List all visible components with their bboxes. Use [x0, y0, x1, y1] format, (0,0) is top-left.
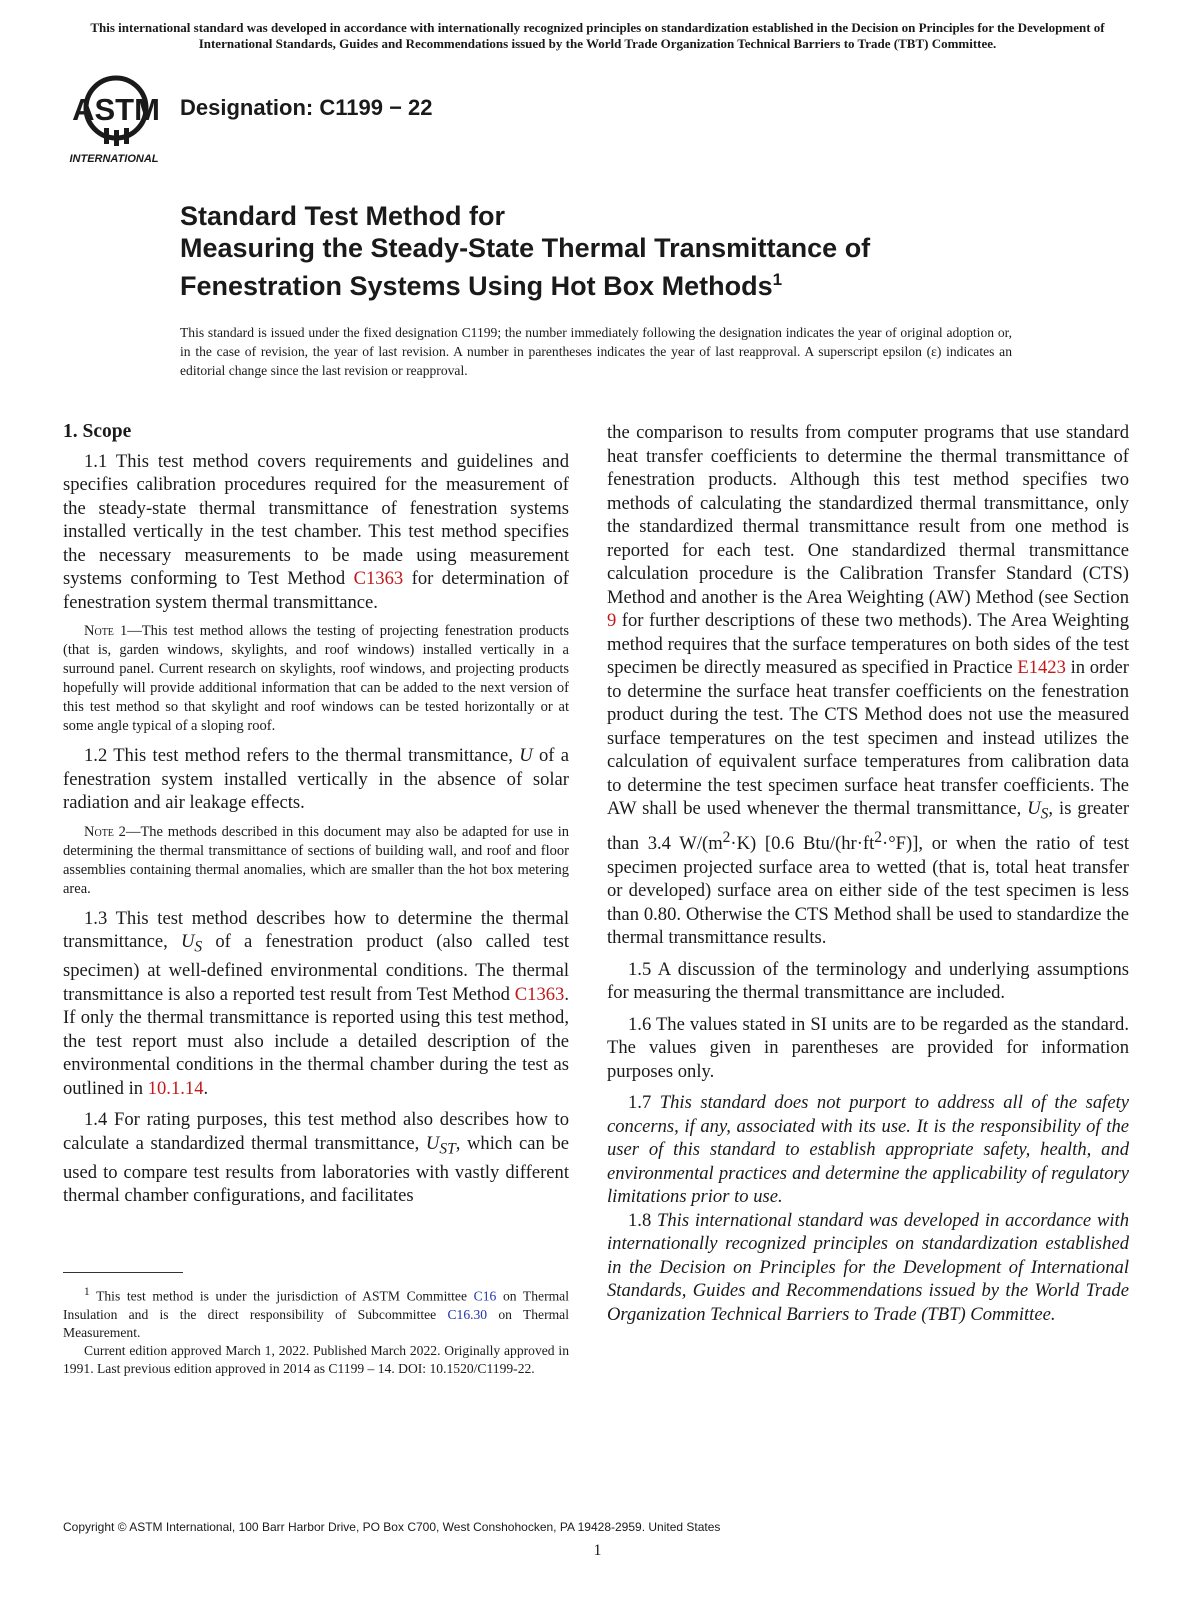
link-c16-30[interactable]: C16.30 [447, 1306, 488, 1322]
link-c16[interactable]: C16 [473, 1288, 497, 1304]
link-section-9[interactable]: 9 [607, 610, 617, 631]
paragraph-1-5: 1.5 A discussion of the terminology and underlying assumptions for measuring the thermal transmittance are included. [607, 958, 1129, 1004]
astm-logo-mark [64, 70, 168, 166]
paragraph-1-6: 1.6 The values stated in SI units are to be regarded as the standard. The values given in parentheses are provided for information purposes only. [607, 1013, 1129, 1082]
link-e1423[interactable]: E1423 [1017, 657, 1066, 678]
title-line-2: Measuring the Steady-State Thermal Transmittance of [180, 233, 871, 263]
page-number: 1 [593, 1542, 602, 1559]
footnotes [63, 1283, 569, 1378]
wto-notice: This international standard was developed in accordance with internationally recognized principles on standardization established in the Decision on Principles for the Development of International Standards, Guides and Recommendations issued by the World Trade Organization Technical Barriers to Trade (TBT) Committee. [90, 20, 1105, 51]
logo-text: ASTM [72, 92, 160, 127]
footnote-1: $^1$ This test method is under the jurisdiction of ASTM Committee C16 on Thermal Insulation and is the direct responsibility of Subcommittee C16.30 on Thermal Measurement. [63, 1286, 569, 1340]
note-1: Note 1—This test method allows the testing of projecting fenestration products (that is, garden windows, skylights, and roof windows) installed vertically in a surround panel. Current research on skylights, roof windows, and projecting products hopefully will provide additional information that can be added to the next version of this test method so that skylight and roof windows can be tested horizontally or at some angle typical of a sloping roof. [63, 623, 569, 734]
issued-note: This standard is issued under the fixed designation C1199; the number immediately following the designation indicates the year of original adoption or, in the case of revision, the year of last revision. A number in parentheses indicates the year of last reapproval. A superscript epsilon (ε) indicates an editorial change since the last revision or reapproval. [180, 325, 1012, 378]
designation: Designation: C1199 − 22 [180, 95, 433, 120]
paragraph-1-4: 1.4 For rating purposes, this test method also describes how to calculate a standardized thermal transmittance, $U_{ST}$, which can be used to compare test results from laboratories with vastly different thermal chamber configurations, and facilitates [63, 1109, 570, 1207]
note-2: Note 2—The methods described in this document may also be adapted for use in determining the thermal transmittance of sections of building wall, and roof and floor assemblies containing thermal anomalies, which are smaller than the hot box metering area. [63, 823, 569, 897]
logo-subtext: INTERNATIONAL [69, 153, 159, 165]
link-c1363-2[interactable]: C1363 [514, 983, 565, 1005]
footnote-rule [63, 1272, 183, 1273]
link-10-1-14[interactable]: 10.1.14 [147, 1077, 204, 1099]
right-column [607, 421, 1129, 1326]
title-line-1: Standard Test Method for [180, 201, 506, 231]
paragraph-1-4-continued: the comparison to results from computer programs that use standard heat transfer coefficients to determine the thermal transmittance of fenestration products. Although this test method specifies two methods of calculating the standardized thermal transmittance, only the standardized thermal transmittance result from one method is reported for each test. One standardized thermal transmittance calculation procedure is the Calibration Transfer Standard (CTS) Method and another is the Area Weighting (AW) Method (see Section 9 for further descriptions of these two methods). The Area Weighting method requires that the surface temperatures on both sides of the test specimen be directly measured as specified in Practice E1423 in order to determine the surface heat transfer coefficients on the fenestration product during the test. The CTS Method does not use the measured surface temperatures on the test specimen and instead utilizes the calculation of equivalent surface temperatures from calibration data to determine the test specimen surface heat transfer coefficients. The AW shall be used whenever the thermal transmittance, $U_S$, is greater than 3.4 $W/(m^2\cdot K)$ [0.6 Btu/$(hr\cdot ft^2\cdot^\circ F)$], or when the ratio of test specimen projected surface area to wetted (that is, total heat transfer or developed) surface area on either side of the test specimen is less than 0.80. Otherwise the CTS Method shall be used to standardize the thermal transmittance results. [607, 422, 1130, 949]
document-title [180, 200, 1080, 302]
footnote-edition: Current edition approved March 1, 2022. Published March 2022. Originally approved in 1991. Last previous edition approved in 2014 as C1199 – 14. DOI: 10.1520/C1199-22. [63, 1342, 569, 1376]
link-c1363[interactable]: C1363 [353, 568, 404, 589]
copyright-line: Copyright © ASTM International, 100 Barr Harbor Drive, PO Box C700, West Conshohocken, PA 19428-2959. United States [63, 1520, 721, 1534]
paragraph-1-3: 1.3 This test method describes how to determine the thermal transmittance, $U_S$ of a fenestration product (also called test specimen) at well-defined environmental conditions. The thermal transmittance is also a reported test result from Test Method C1363. If only the thermal transmittance is reported using this test method, the test report must also include a detailed description of the environmental conditions in the thermal chamber during the test as outlined in 10.1.14. [63, 907, 569, 1099]
paragraph-1-1: 1.1 This test method covers requirements and guidelines and specifies calibration procedures required for the measurement of the steady-state thermal transmittance of fenestration systems installed vertically in the test chamber. This test method specifies the necessary measurements to be made using measurement systems conforming to Test Method C1363 for determination of fenestration system thermal transmittance. [63, 450, 570, 613]
section-heading-scope: 1. Scope [63, 421, 132, 442]
title-line-3: Fenestration Systems Using Hot Box Methods$^1$ [180, 270, 783, 301]
astm-logo [64, 70, 168, 166]
title-footnote-mark: 1 [772, 270, 783, 289]
paragraph-1-8: 1.8 This international standard was developed in accordance with internationally recognized principles on standardization established in the Decision on Principles for the Development of International Standards, Guides and Recommendations issued by the World Trade Organization Technical Barriers to Trade (TBT) Committee. [607, 1209, 1130, 1325]
left-column [63, 420, 569, 1208]
paragraph-1-7: 1.7 This standard does not purport to address all of the safety concerns, if any, associated with its use. It is the responsibility of the user of this standard to establish appropriate safety, health, and environmental practices and determine the applicability of regulatory limitations prior to use. [607, 1092, 1129, 1208]
paragraph-1-2: 1.2 This test method refers to the thermal transmittance, U of a fenestration system installed vertically in the absence of solar radiation and air leakage effects. [63, 745, 570, 813]
